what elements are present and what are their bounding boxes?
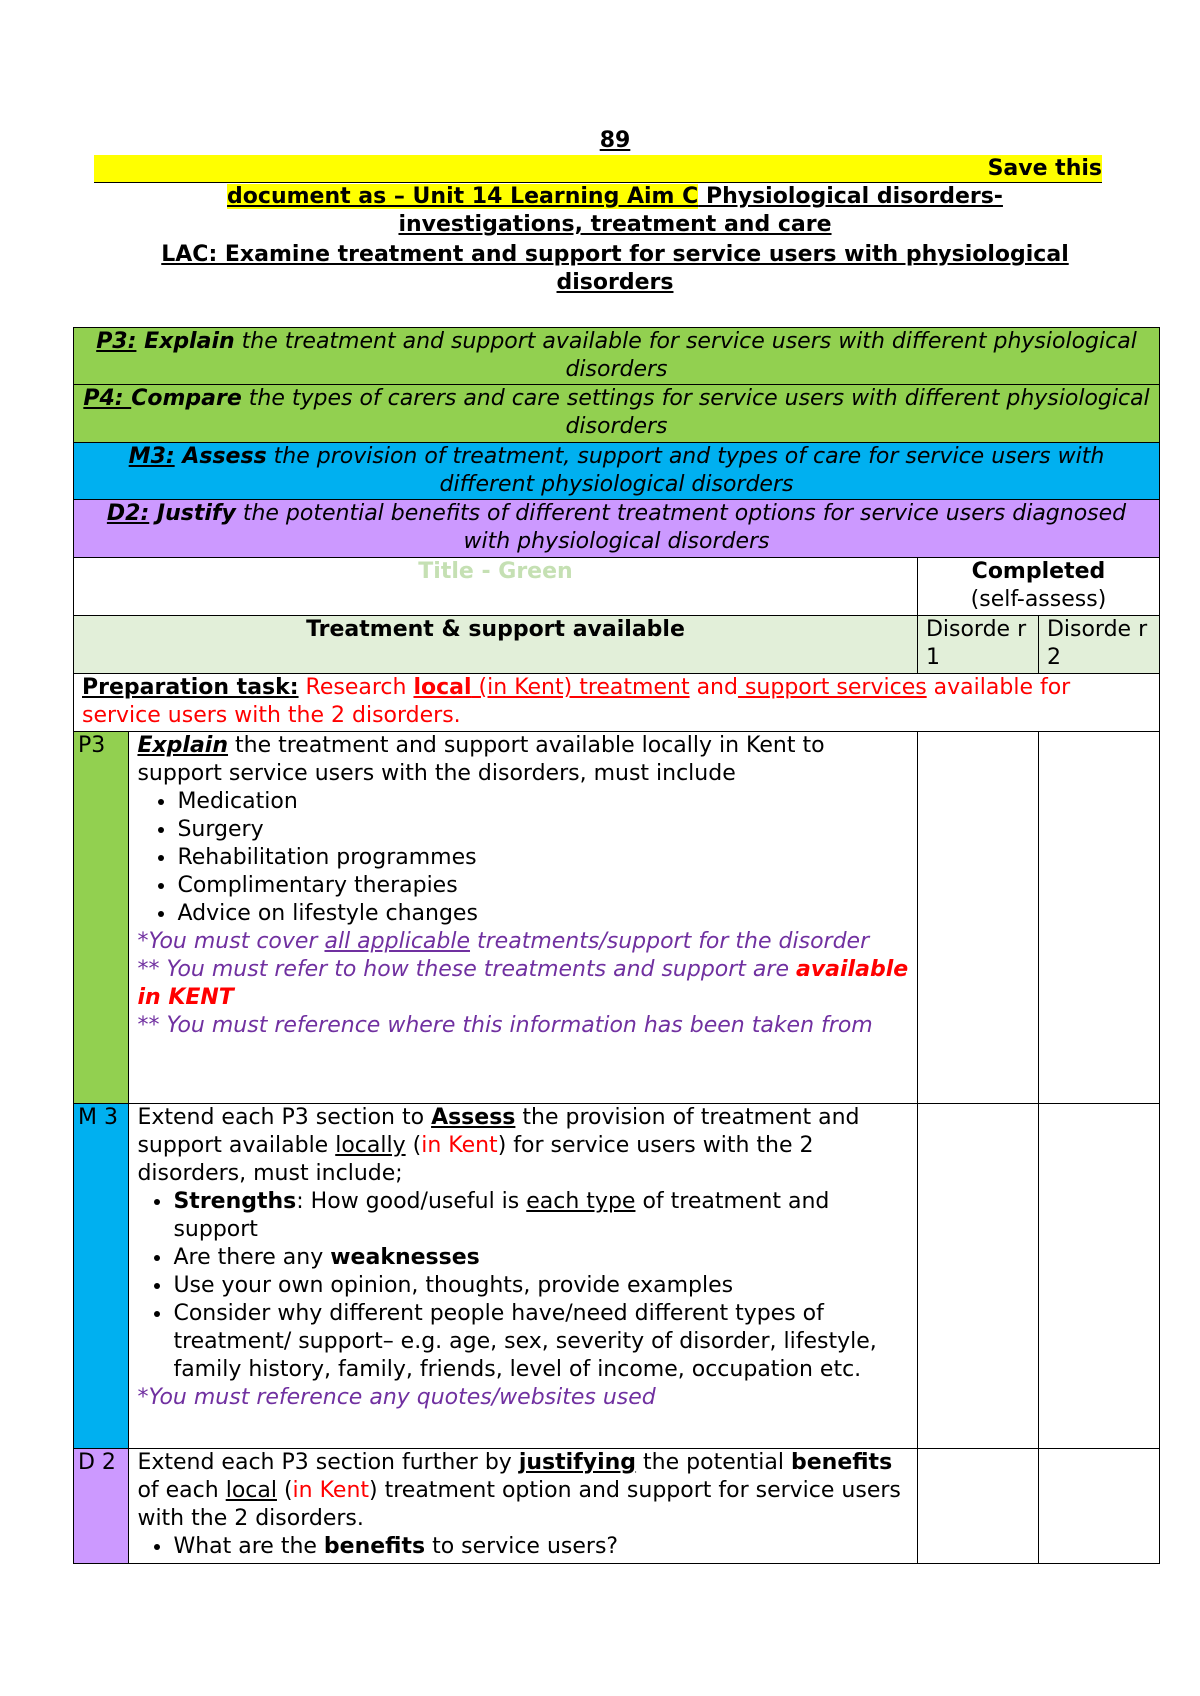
- p3-disorder-1-check[interactable]: [917, 732, 1038, 1104]
- criterion-m3: M3: Assess the provision of treatment, support and types of care for service users with different physiological disorders: [74, 443, 1160, 500]
- m3-task-row: [74, 1104, 1160, 1449]
- p3-disorder-2-check[interactable]: [1038, 732, 1159, 1104]
- treatment-heading: Treatment & support available: [306, 617, 685, 642]
- learning-aim-heading: LAC: Examine treatment and support for service users with physiological disorders: [161, 242, 1069, 295]
- title-placeholder: Title - Green: [418, 559, 573, 584]
- document-title: document as – Unit 14 Learning Aim C Physiological disorders- investigations, treatment and care: [227, 184, 1003, 237]
- m3-bullets: • Strengths: How good/useful is each type of treatment and support • Are there any weaknesses • Use your own opinion, thoughts, provide examples • Consider why different people have/need different types of treatment/ support– e.g. age, sex, severity of disorder, lifestyle, family history, family, friends, level of income, occupation etc.: [137, 1188, 909, 1384]
- preparation-row: Preparation task: Research local (in Kent) treatment and support services available for service users with the 2 disorders.: [74, 674, 1160, 732]
- d2-disorder-1-check[interactable]: [917, 1449, 1038, 1564]
- page-number: 89: [599, 128, 631, 153]
- completed-header: Completed (self-assess): [917, 558, 1159, 616]
- treatment-header-row: [74, 616, 1160, 674]
- m3-disorder-1-check[interactable]: [917, 1104, 1038, 1449]
- m3-code: M 3: [74, 1104, 129, 1449]
- save-instruction-line: Save this: [94, 155, 1102, 183]
- p3-task-row: [74, 732, 1160, 1104]
- d2-code: D 2: [74, 1449, 129, 1564]
- criterion-p3: P3: Explain the treatment and support available for service users with different physiological disorders: [74, 328, 1160, 385]
- title-row: [74, 558, 1160, 616]
- criterion-d2: D2: Justify the potential benefits of different treatment options for service users diagnosed with physiological disorders: [74, 500, 1160, 558]
- p3-task-text: Explain the treatment and support available locally in Kent to support service users with the disorders, must include • Medication • Surgery • Rehabilitation programmes • Complimentary therapies • Advice on lifestyle changes *You must cover all applicable treatments/support for the disorder ** You must refer to how these treatments and support are available in KENT ** You must reference where this information has been taken from: [129, 732, 918, 1104]
- criteria-table: [73, 327, 1160, 1564]
- criterion-p4: P4: Compare the types of carers and care settings for service users with different physiological disorders: [74, 385, 1160, 443]
- disorder-2-header: Disorde r 2: [1038, 616, 1159, 674]
- d2-bullets: • What are the benefits to service users?: [137, 1533, 909, 1561]
- d2-task-text: Extend each P3 section further by justifying the potential benefits of each local (in Kent) treatment option and support for service users with the 2 disorders. • What are the benefits to service users?: [129, 1449, 918, 1564]
- p3-bullets: • Medication • Surgery • Rehabilitation programmes • Complimentary therapies • Advice on lifestyle changes: [137, 788, 909, 928]
- d2-disorder-2-check[interactable]: [1038, 1449, 1159, 1564]
- p3-code: P3: [74, 732, 129, 1104]
- m3-disorder-2-check[interactable]: [1038, 1104, 1159, 1449]
- disorder-1-header: Disorde r 1: [917, 616, 1038, 674]
- m3-task-text: Extend each P3 section to Assess the provision of treatment and support available locally (in Kent) for service users with the 2 disorders, must include; • Strengths: How good/useful is each type of treatment and support • Are there any weaknesses • Use your own opinion, thoughts, provide examples • Consider why different people have/need different types of treatment/ support– e.g. age, sex, severity of disorder, lifestyle, family history, family, friends, level of income, occupation etc. *You must reference any quotes/websites used: [129, 1104, 918, 1449]
- d2-task-row: [74, 1449, 1160, 1564]
